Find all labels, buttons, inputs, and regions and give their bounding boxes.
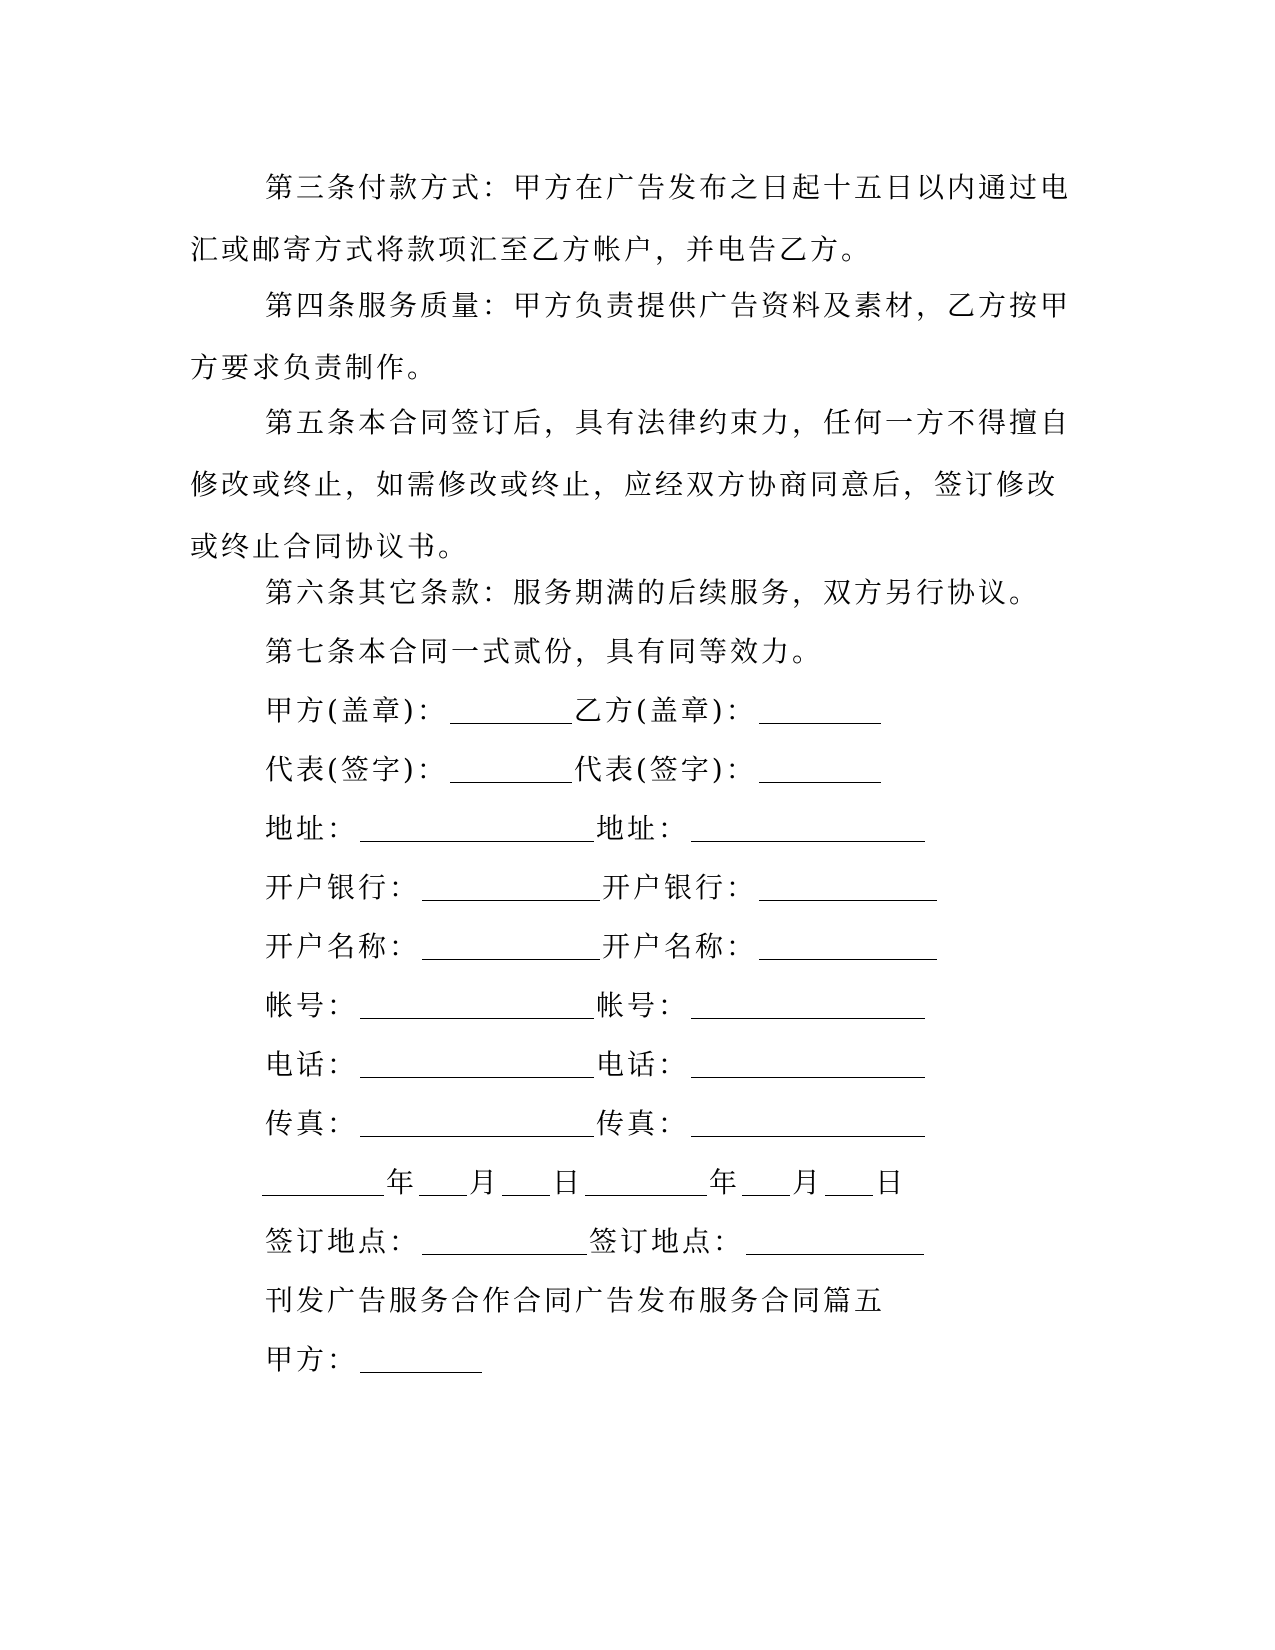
party-a-bank-blank[interactable] xyxy=(422,899,600,901)
party-b-month-blank[interactable] xyxy=(742,1194,790,1196)
party-a-phone-blank[interactable] xyxy=(360,1076,594,1078)
party-b-seal-blank[interactable] xyxy=(759,722,881,724)
party-a-account-name-label: 开户名称： xyxy=(265,930,421,963)
party-b-account-number-blank[interactable] xyxy=(691,1017,925,1019)
party-b-year-blank[interactable] xyxy=(585,1194,707,1196)
party-b-fax-blank[interactable] xyxy=(691,1135,925,1137)
party-b-month-label: 月 xyxy=(792,1166,824,1199)
party-b-sign-place-blank[interactable] xyxy=(746,1253,924,1255)
article-4-service-quality: 第四条服务质量：甲方负责提供广告资料及素材，乙方按甲方要求负责制作。 xyxy=(190,289,1072,384)
article-3-payment: 第三条付款方式：甲方在广告发布之日起十五日以内通过电汇或邮寄方式将款项汇至乙方帐户，并电告乙方。 xyxy=(190,171,1072,266)
party-a-account-number-blank[interactable] xyxy=(360,1017,594,1019)
party-a-month-blank[interactable] xyxy=(419,1194,467,1196)
signature-row-address xyxy=(265,809,927,849)
party-a-address-label: 地址： xyxy=(265,812,359,845)
party-b-day-blank[interactable] xyxy=(825,1194,873,1196)
party-a-rep-label: 代表(签字)： xyxy=(265,753,448,786)
party-a-bank-label: 开户银行： xyxy=(265,871,421,904)
party-a-account-number-label: 帐号： xyxy=(265,989,359,1022)
party-a-fax-blank[interactable] xyxy=(360,1135,594,1137)
party-b-account-name-blank[interactable] xyxy=(759,958,937,960)
party-a-year-label: 年 xyxy=(386,1166,418,1199)
party-b-sign-place-label: 签订地点： xyxy=(589,1225,745,1258)
signature-row-seal xyxy=(265,691,883,731)
party-b-rep-label: 代表(签字)： xyxy=(573,753,757,786)
party-b-address-blank[interactable] xyxy=(691,840,925,842)
party-a-sign-place-label: 签订地点： xyxy=(265,1225,421,1258)
party-b-fax-label: 传真： xyxy=(596,1107,690,1140)
signature-row-account-name xyxy=(265,927,939,967)
signature-row-representative xyxy=(265,750,883,790)
party-a-rep-blank[interactable] xyxy=(450,781,572,783)
party-b-seal-label: 乙方(盖章)： xyxy=(573,694,757,727)
party-a-account-name-blank[interactable] xyxy=(422,958,600,960)
party-a-day-label: 日 xyxy=(552,1166,584,1199)
party-a-fax-label: 传真： xyxy=(265,1107,359,1140)
party-b-year-label: 年 xyxy=(709,1166,741,1199)
signature-row-fax xyxy=(265,1104,927,1144)
party-a-phone-label: 电话： xyxy=(265,1048,359,1081)
party-a-label: 甲方： xyxy=(265,1343,359,1376)
party-a-seal-label: 甲方(盖章)： xyxy=(265,694,448,727)
party-b-address-label: 地址： xyxy=(596,812,690,845)
party-a-seal-blank[interactable] xyxy=(450,722,572,724)
signature-row-account-number xyxy=(265,986,927,1026)
party-b-bank-blank[interactable] xyxy=(759,899,937,901)
article-6-other-terms: 第六条其它条款：服务期满的后续服务，双方另行协议。 xyxy=(265,576,1041,609)
article-7-copies: 第七条本合同一式贰份，具有同等效力。 xyxy=(265,635,824,668)
party-b-phone-label: 电话： xyxy=(596,1048,690,1081)
party-b-phone-blank[interactable] xyxy=(691,1076,925,1078)
signature-row-bank xyxy=(265,868,939,908)
party-a-sign-place-blank[interactable] xyxy=(422,1253,587,1255)
party-b-bank-label: 开户银行： xyxy=(602,871,758,904)
signature-row-phone xyxy=(265,1045,927,1085)
party-a-address-blank[interactable] xyxy=(360,840,594,842)
sign-place-row xyxy=(265,1222,926,1262)
party-b-rep-blank[interactable] xyxy=(759,781,881,783)
article-5-binding-force: 第五条本合同签订后，具有法律约束力，任何一方不得擅自修改或终止，如需修改或终止，应经双方协商同意后，签订修改或终止合同协议书。 xyxy=(190,406,1072,563)
party-a-row xyxy=(265,1340,484,1380)
party-a-year-blank[interactable] xyxy=(262,1194,384,1196)
party-b-day-label: 日 xyxy=(875,1166,907,1199)
party-a-day-blank[interactable] xyxy=(502,1194,550,1196)
party-a-month-label: 月 xyxy=(469,1166,501,1199)
next-section-title: 刊发广告服务合作合同广告发布服务合同篇五 xyxy=(265,1284,886,1317)
party-b-account-name-label: 开户名称： xyxy=(602,930,758,963)
party-a-blank[interactable] xyxy=(360,1371,482,1373)
party-b-account-number-label: 帐号： xyxy=(596,989,690,1022)
date-row xyxy=(262,1163,906,1203)
